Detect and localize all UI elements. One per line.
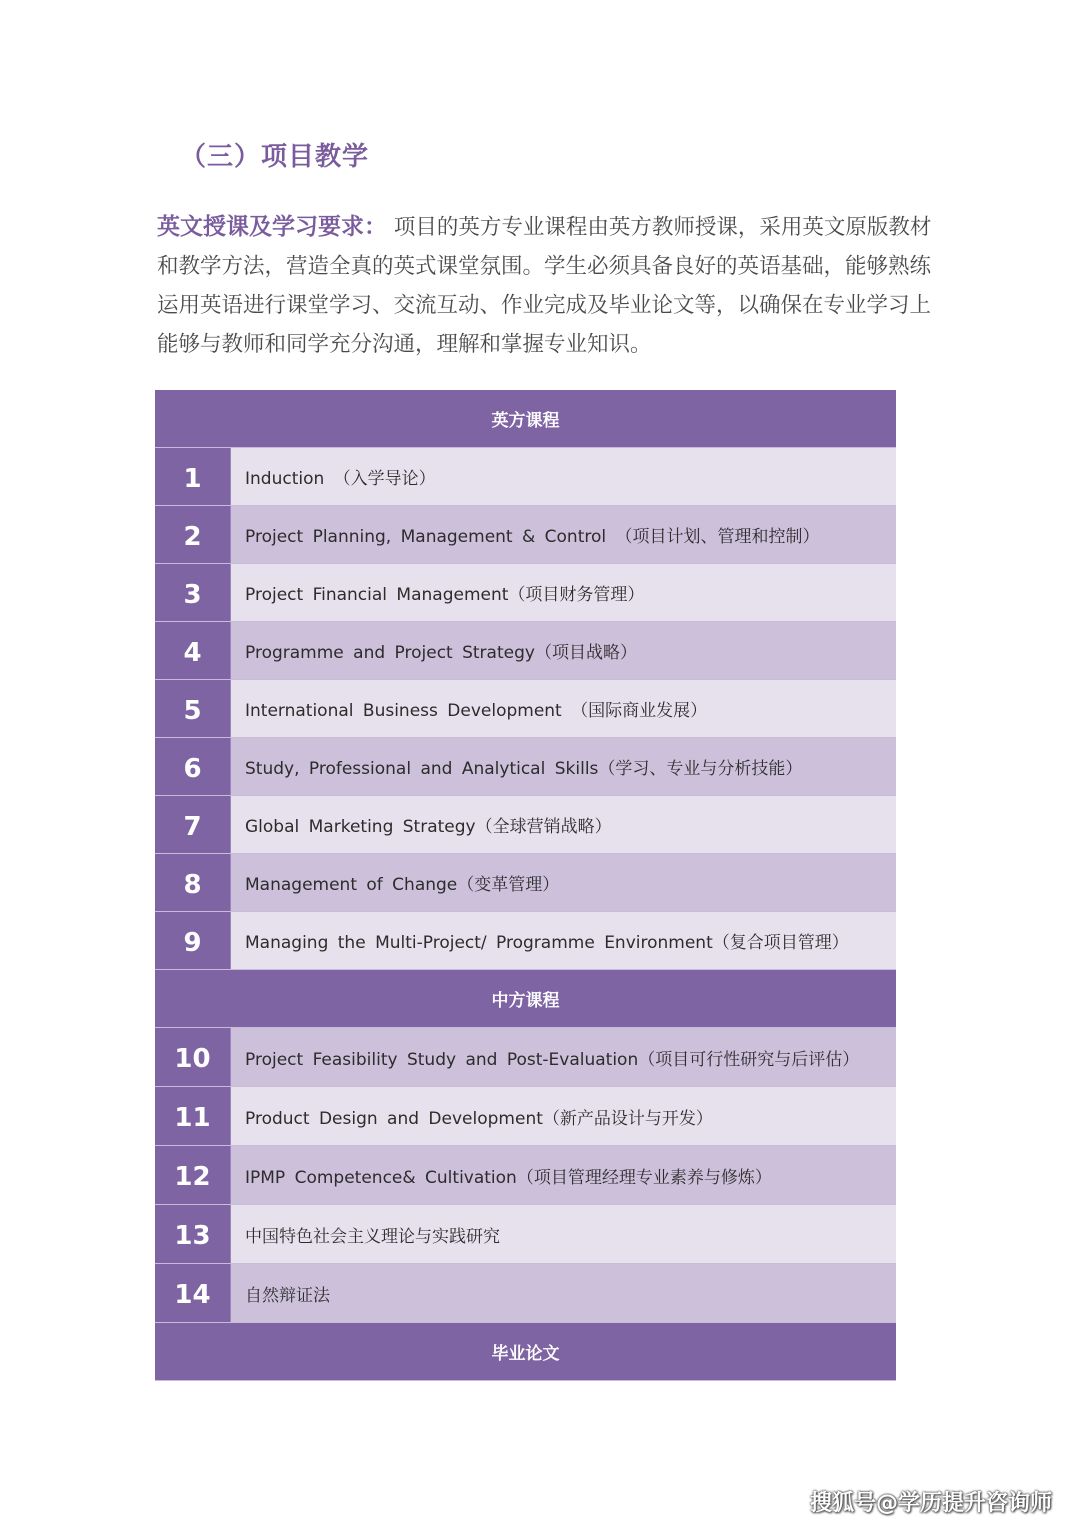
watermark: 搜狐号@学历提升咨询师: [809, 1491, 1052, 1516]
table-row: [155, 1087, 896, 1146]
intro-label: 英文授课及学习要求：: [157, 214, 387, 240]
table-row: [155, 1028, 896, 1087]
course-number: 10: [155, 1028, 231, 1086]
course-name: International Business Development （国际商业发展）: [231, 680, 896, 737]
course-name: Induction （入学导论）: [231, 448, 896, 505]
section-heading: （三）项目教学: [180, 142, 370, 172]
course-name: Project Planning, Management & Control （项目计划、管理和控制）: [231, 506, 896, 563]
table-row: [155, 1205, 896, 1264]
course-number: 8: [155, 854, 231, 911]
course-name: Project Financial Management（项目财务管理）: [231, 564, 896, 621]
intro-paragraph: [157, 208, 937, 364]
course-number: 1: [155, 448, 231, 505]
course-name: Global Marketing Strategy（全球营销战略）: [231, 796, 896, 853]
table-row: [155, 448, 896, 506]
course-name: Project Feasibility Study and Post-Evaluation（项目可行性研究与后评估）: [231, 1028, 896, 1086]
course-number: 6: [155, 738, 231, 795]
course-number: 14: [155, 1264, 231, 1322]
table-row: [155, 738, 896, 796]
course-name: Study, Professional and Analytical Skills（学习、专业与分析技能）: [231, 738, 896, 795]
table-row: [155, 854, 896, 912]
course-number: 3: [155, 564, 231, 621]
course-number: 9: [155, 912, 231, 969]
course-number: 12: [155, 1146, 231, 1204]
intro-body: 项目的英方专业课程由英方教师授课，采用英文原版教材和教学方法，营造全真的英式课堂氛围。学生必须具备良好的英语基础，能够熟练运用英语进行课堂学习、交流互动、作业完成及毕业论文等，以确保在专业学习上能够与教师和同学充分沟通，理解和掌握专业知识。: [157, 215, 932, 357]
course-number: 5: [155, 680, 231, 737]
course-name: Managing the Multi-Project/ Programme Environment（复合项目管理）: [231, 912, 896, 969]
course-name: 自然辩证法: [231, 1264, 896, 1322]
course-number: 7: [155, 796, 231, 853]
course-name: Product Design and Development（新产品设计与开发）: [231, 1087, 896, 1145]
course-name: Programme and Project Strategy（项目战略）: [231, 622, 896, 679]
course-name: 中国特色社会主义理论与实践研究: [231, 1205, 896, 1263]
table-row: [155, 622, 896, 680]
course-number: 4: [155, 622, 231, 679]
table-row: [155, 912, 896, 970]
cn-courses-header: 中方课程: [155, 970, 896, 1028]
table-row: [155, 1264, 896, 1323]
table-row: [155, 564, 896, 622]
table-row: [155, 506, 896, 564]
course-table: [155, 390, 896, 1381]
uk-courses-header: 英方课程: [155, 390, 896, 448]
course-name: Management of Change（变革管理）: [231, 854, 896, 911]
course-number: 13: [155, 1205, 231, 1263]
course-name: IPMP Competence& Cultivation（项目管理经理专业素养与修炼）: [231, 1146, 896, 1204]
table-row: [155, 680, 896, 738]
table-row: [155, 796, 896, 854]
thesis-header: 毕业论文: [155, 1323, 896, 1381]
table-row: [155, 1146, 896, 1205]
course-number: 2: [155, 506, 231, 563]
course-number: 11: [155, 1087, 231, 1145]
